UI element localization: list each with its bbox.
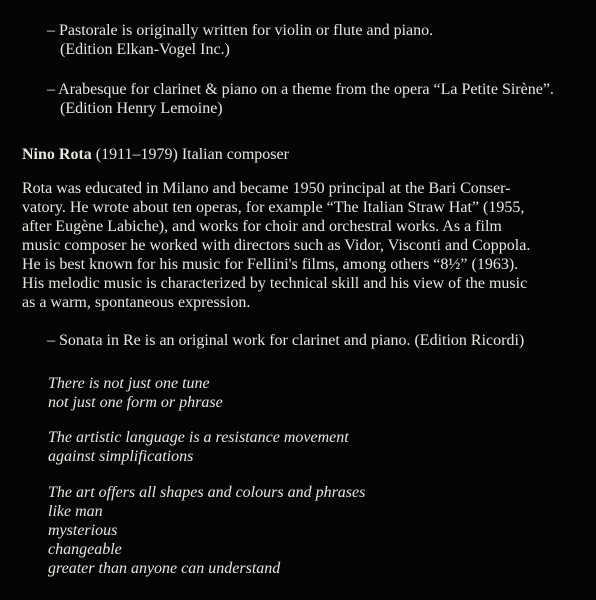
work-sonata-description: – Sonata in Re is an original work for clarinet and piano. (Edition Ricordi) [47, 332, 525, 349]
poem-line: not just one form or phrase [48, 394, 223, 411]
biography-line: after Eugène Labiche), and works for choir and orchestral works. As a film [22, 218, 502, 235]
composer-heading [22, 145, 289, 164]
work-sonata [47, 331, 592, 350]
poem-line: greater than anyone can understand [48, 560, 281, 577]
biography-line: music composer he worked with directors such as Vidor, Visconti and Coppola. [22, 237, 531, 254]
poem-stanza-1 [48, 374, 223, 412]
biography-line: vatory. He wrote about ten operas, for example “The Italian Straw Hat” (1955, [22, 199, 525, 216]
work-arabesque-publisher: (Edition Henry Lemoine) [60, 100, 223, 117]
poem-line: against simplifications [48, 448, 194, 465]
biography-line: as a warm, spontaneous expression. [22, 294, 251, 311]
composer-details: (1911–1979) Italian composer [91, 146, 289, 163]
poem-line: changeable [48, 541, 122, 558]
work-pastorale-publisher: (Edition Elkan-Vogel Inc.) [60, 41, 230, 58]
biography-line: Rota was educated in Milano and became 1950 principal at the Bari Conser- [22, 180, 511, 197]
work-arabesque-description: – Arabesque for clarinet & piano on a theme from the opera “La Petite Sirène”. [47, 81, 554, 98]
composer-biography [22, 179, 592, 312]
poem-stanza-2 [48, 428, 349, 466]
work-pastorale [47, 21, 592, 59]
poem-line: There is not just one tune [48, 375, 210, 392]
work-pastorale-description: – Pastorale is originally written for violin or flute and piano. [47, 22, 434, 39]
biography-line: His melodic music is characterized by technical skill and his view of the music [22, 275, 528, 292]
work-arabesque [47, 80, 592, 118]
poem-line: The art offers all shapes and colours and phrases [48, 484, 366, 501]
poem-stanza-3 [48, 483, 365, 578]
biography-line: He is best known for his music for Fellini's films, among others “8½” (1963). [22, 256, 519, 273]
composer-name: Nino Rota [22, 146, 92, 163]
poem-line: like man [48, 503, 103, 520]
poem-line: mysterious [48, 522, 118, 539]
poem-line: The artistic language is a resistance movement [48, 429, 349, 446]
